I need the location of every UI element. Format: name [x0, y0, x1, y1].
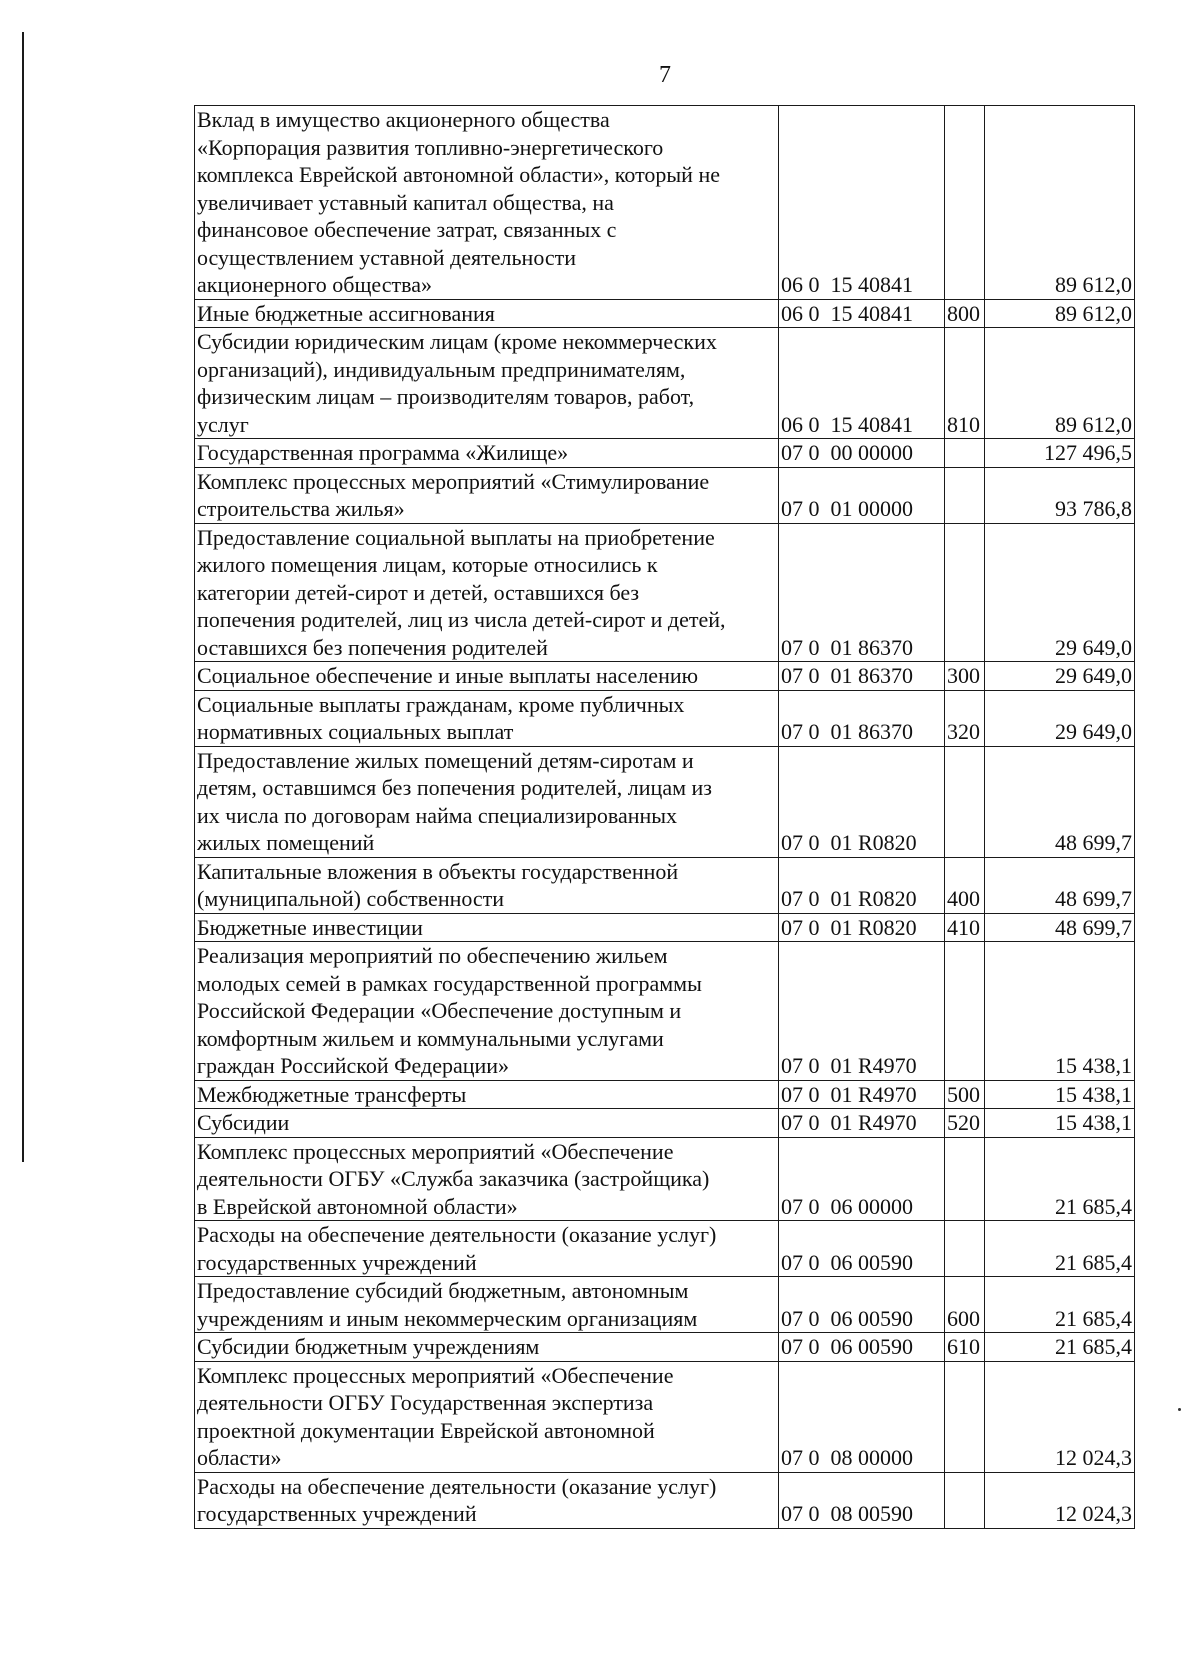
row-amount-cell: 15 438,1 [985, 942, 1135, 1081]
row-expense-type-cell [945, 746, 985, 857]
row-name-cell: Предоставление жилых помещений детям-сиротам и детям, оставшимся без попечения родителей, лицам из их числа по договорам найма специализированных жилых помещений [195, 746, 779, 857]
row-name-cell: Субсидии бюджетным учреждениям [195, 1333, 779, 1362]
row-code-cell: 07 0 01 86370 [779, 523, 945, 662]
row-amount-cell: 21 685,4 [985, 1277, 1135, 1333]
row-amount-cell: 21 685,4 [985, 1221, 1135, 1277]
budget-table [194, 105, 1135, 1529]
row-code-cell: 06 0 15 40841 [779, 106, 945, 300]
row-amount-cell: 29 649,0 [985, 662, 1135, 691]
row-code-cell: 07 0 01 86370 [779, 662, 945, 691]
row-amount-cell: 15 438,1 [985, 1109, 1135, 1138]
row-name-cell: Реализация мероприятий по обеспечению жильем молодых семей в рамках государственной программы Российской Федерации «Обеспечение доступным и комфортным жильем и коммунальными услугами граждан Российской Федерации» [195, 942, 779, 1081]
row-amount-cell: 89 612,0 [985, 299, 1135, 328]
row-amount-cell: 89 612,0 [985, 106, 1135, 300]
table-row [195, 299, 1135, 328]
table-row [195, 913, 1135, 942]
row-name-cell: Расходы на обеспечение деятельности (оказание услуг) государственных учреждений [195, 1472, 779, 1528]
row-code-cell: 06 0 15 40841 [779, 328, 945, 439]
table-row [195, 662, 1135, 691]
table-row [195, 1137, 1135, 1221]
table-row [195, 857, 1135, 913]
row-expense-type-cell: 520 [945, 1109, 985, 1138]
page-number: 7 [659, 62, 671, 88]
row-code-cell: 07 0 06 00590 [779, 1221, 945, 1277]
row-name-cell: Комплекс процессных мероприятий «Обеспечение деятельности ОГБУ Государственная экспертиза проектной документации Еврейской автономной области» [195, 1361, 779, 1472]
table-row [195, 1472, 1135, 1528]
row-amount-cell: 15 438,1 [985, 1080, 1135, 1109]
row-name-cell: Капитальные вложения в объекты государственной (муниципальной) собственности [195, 857, 779, 913]
row-code-cell: 07 0 01 86370 [779, 690, 945, 746]
row-expense-type-cell: 500 [945, 1080, 985, 1109]
row-expense-type-cell: 800 [945, 299, 985, 328]
row-name-cell: Предоставление субсидий бюджетным, автономным учреждениям и иным некоммерческим организациям [195, 1277, 779, 1333]
row-name-cell: Предоставление социальной выплаты на приобретение жилого помещения лицам, которые относились к категории детей-сирот и детей, оставшихся без попечения родителей, лиц из числа детей-сирот и детей, оставшихся без попечения родителей [195, 523, 779, 662]
row-expense-type-cell [945, 467, 985, 523]
row-code-cell: 07 0 08 00590 [779, 1472, 945, 1528]
row-name-cell: Государственная программа «Жилище» [195, 439, 779, 468]
row-code-cell: 07 0 01 R0820 [779, 913, 945, 942]
row-expense-type-cell [945, 1221, 985, 1277]
row-amount-cell: 12 024,3 [985, 1472, 1135, 1528]
row-code-cell: 07 0 01 R4970 [779, 1080, 945, 1109]
row-expense-type-cell: 320 [945, 690, 985, 746]
row-expense-type-cell [945, 439, 985, 468]
row-name-cell: Вклад в имущество акционерного общества «Корпорация развития топливно-энергетического комплекса Еврейской автономной области», который не увеличивает уставный капитал общества, на финансовое обеспечение затрат, связанных с осуществлением уставной деятельности акционерного общества» [195, 106, 779, 300]
table-row [195, 1333, 1135, 1362]
scan-speck [1178, 1408, 1181, 1411]
table-row [195, 106, 1135, 300]
row-name-cell: Социальные выплаты гражданам, кроме публичных нормативных социальных выплат [195, 690, 779, 746]
row-code-cell: 07 0 06 00590 [779, 1277, 945, 1333]
row-expense-type-cell [945, 1361, 985, 1472]
row-amount-cell: 21 685,4 [985, 1137, 1135, 1221]
table-row [195, 523, 1135, 662]
row-expense-type-cell: 810 [945, 328, 985, 439]
row-code-cell: 06 0 15 40841 [779, 299, 945, 328]
row-amount-cell: 12 024,3 [985, 1361, 1135, 1472]
table-row [195, 1361, 1135, 1472]
row-expense-type-cell [945, 942, 985, 1081]
table-row [195, 439, 1135, 468]
row-expense-type-cell: 410 [945, 913, 985, 942]
row-expense-type-cell: 300 [945, 662, 985, 691]
row-expense-type-cell [945, 523, 985, 662]
row-code-cell: 07 0 01 00000 [779, 467, 945, 523]
row-amount-cell: 21 685,4 [985, 1333, 1135, 1362]
row-code-cell: 07 0 00 00000 [779, 439, 945, 468]
row-name-cell: Межбюджетные трансферты [195, 1080, 779, 1109]
row-amount-cell: 127 496,5 [985, 439, 1135, 468]
row-expense-type-cell [945, 1472, 985, 1528]
row-expense-type-cell: 610 [945, 1333, 985, 1362]
scan-edge-line [22, 32, 24, 1162]
row-code-cell: 07 0 01 R4970 [779, 1109, 945, 1138]
row-code-cell: 07 0 01 R0820 [779, 857, 945, 913]
row-name-cell: Субсидии [195, 1109, 779, 1138]
row-name-cell: Расходы на обеспечение деятельности (оказание услуг) государственных учреждений [195, 1221, 779, 1277]
row-name-cell: Иные бюджетные ассигнования [195, 299, 779, 328]
row-name-cell: Комплекс процессных мероприятий «Стимулирование строительства жилья» [195, 467, 779, 523]
table-row [195, 1277, 1135, 1333]
row-amount-cell: 48 699,7 [985, 913, 1135, 942]
row-name-cell: Субсидии юридическим лицам (кроме некоммерческих организаций), индивидуальным предпринимателям, физическим лицам – производителям товаров, работ, услуг [195, 328, 779, 439]
row-expense-type-cell [945, 106, 985, 300]
row-amount-cell: 89 612,0 [985, 328, 1135, 439]
budget-table-body [195, 106, 1135, 1529]
row-amount-cell: 48 699,7 [985, 746, 1135, 857]
table-row [195, 467, 1135, 523]
row-name-cell: Комплекс процессных мероприятий «Обеспечение деятельности ОГБУ «Служба заказчика (застройщика) в Еврейской автономной области» [195, 1137, 779, 1221]
row-code-cell: 07 0 01 R0820 [779, 746, 945, 857]
row-code-cell: 07 0 08 00000 [779, 1361, 945, 1472]
row-code-cell: 07 0 06 00000 [779, 1137, 945, 1221]
row-expense-type-cell: 600 [945, 1277, 985, 1333]
row-code-cell: 07 0 06 00590 [779, 1333, 945, 1362]
table-row [195, 1221, 1135, 1277]
row-amount-cell: 29 649,0 [985, 523, 1135, 662]
row-amount-cell: 29 649,0 [985, 690, 1135, 746]
table-row [195, 746, 1135, 857]
table-row [195, 328, 1135, 439]
row-amount-cell: 93 786,8 [985, 467, 1135, 523]
row-amount-cell: 48 699,7 [985, 857, 1135, 913]
row-expense-type-cell [945, 1137, 985, 1221]
table-row [195, 1080, 1135, 1109]
table-row [195, 1109, 1135, 1138]
row-name-cell: Социальное обеспечение и иные выплаты населению [195, 662, 779, 691]
table-row [195, 690, 1135, 746]
row-name-cell: Бюджетные инвестиции [195, 913, 779, 942]
row-code-cell: 07 0 01 R4970 [779, 942, 945, 1081]
row-expense-type-cell: 400 [945, 857, 985, 913]
table-row [195, 942, 1135, 1081]
